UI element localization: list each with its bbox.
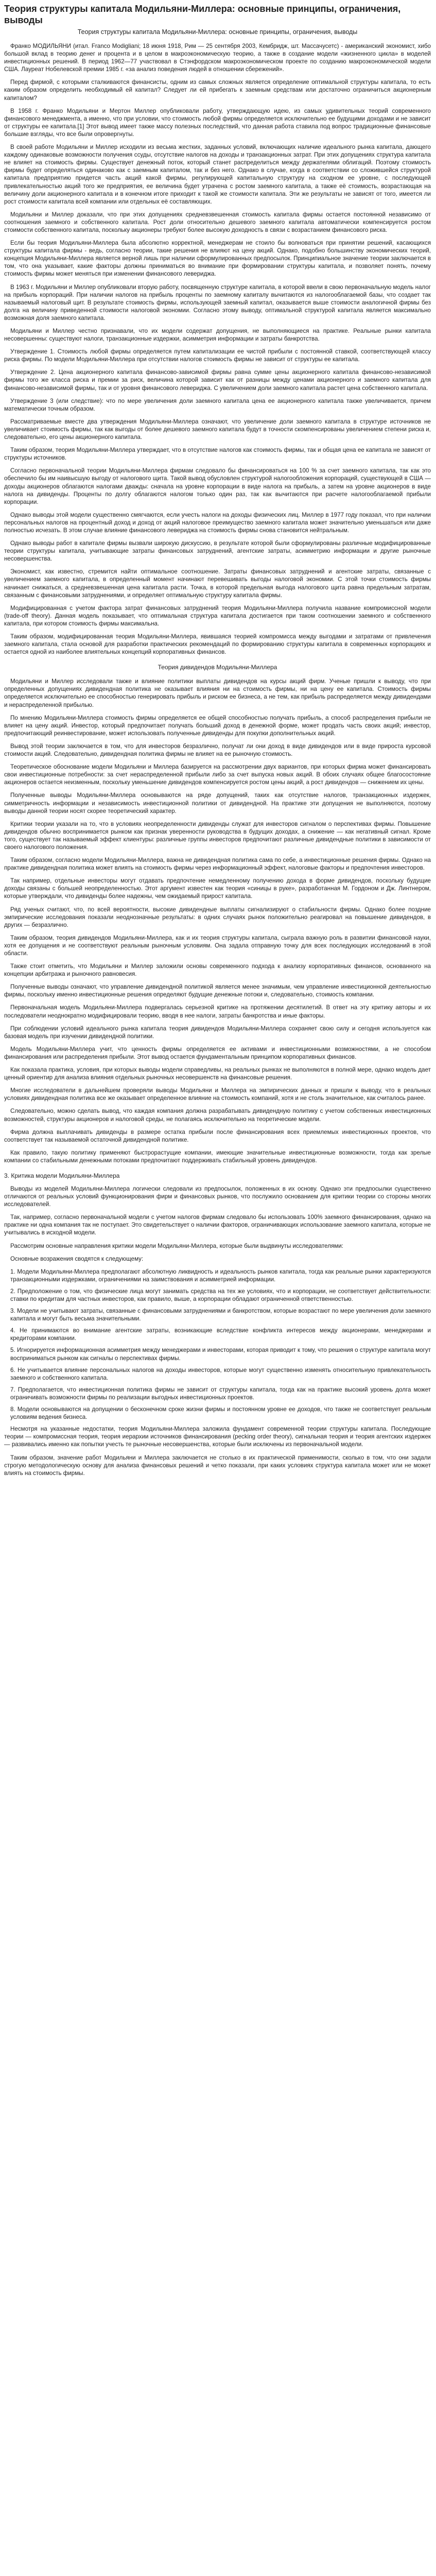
paragraph: Критики теории указали на то, что в условиях неопределенности дивиденды служат для инвесторов сигналом о перспективах фирмы. Повышение дивидендов обычно воспринимается рынком как признак уверенности руководства в будущих доходах, а снижение — как негативный сигнал. Кроме того, существует так называемый эффект клиентуры: различные группы инвесторов предпочитают различные дивидендные политики в зависимости от своего налогового положения. xyxy=(4,820,431,851)
paragraph: Выводы из моделей Модильяни-Миллера логически следовали из предпосылок, положенных в их основу. Однако эти предпосылки существенно отличаются от реальных условий функционирования фирм и финансовых рынков, что послужило основанием для критики теории со стороны многих исследователей. xyxy=(4,1185,431,1208)
paragraph: В 1958 г. Франко Модильяни и Мертон Миллер опубликовали работу, утверждающую идею, из самых удивительных теорий современного финансового менеджмента, а именно, что при условии, что стоимость любой фирмы определяется исключительно ее будущими доходами и не зависит от структуры ее капитала.[1] Этот вывод имеет также массу полезных последствий, что данная работа ставила под вопрос традиционные финансовые большие взгляды, что все были опровергнуты. xyxy=(4,107,431,138)
paragraph: Многие исследователи в дальнейшем проверяли выводы Модильяни и Миллера на эмпирических данных и пришли к выводу, что в реальных условиях дивидендная политика все же оказывает определенное влияние на стоимость компаний, хотя и не столь значительное, как считалось ранее. xyxy=(4,1087,431,1102)
list-item: 8. Модели основываются на допущении о бесконечном сроке жизни фирмы и постоянном уровне ее доходов, что также не соответствует реальным условиям ведения бизнеса. xyxy=(10,1406,431,1421)
paragraph: Модифицированная с учетом фактора затрат финансовых затруднений теория Модильяни-Миллера получила название компромиссной модели (trade-off theory). Данная модель показывает, что оптимальная структура капитала достигается при таком соотношении заемного и собственного капитала, при котором стоимость фирмы максимальна. xyxy=(4,604,431,627)
paragraph: Если бы теория Модильяни-Миллера была абсолютно корректной, менеджерам не стоило бы волноваться при принятии решений, касающихся структуры капитала фирмы - ведь, согласно теории, такие решения не влияют на цену акций. Однако, подобно большинству экономических теорий, концепция Модильяни-Миллера является верной лишь при наличии сформулированных предпосылок. Принципиальное значение теории заключается в том, что она указывает, какие факторы должны приниматься во внимание при формировании структуры капитала, и позволяет понять, почему стоимость фирмы может меняться при изменении финансового левериджа. xyxy=(4,240,431,278)
section-critique-title: 3. Критика модели Модильяни-Миллера xyxy=(4,1172,120,1179)
paragraph: Ряд ученых считают, что, по всей вероятности, высокие дивидендные выплаты сигнализируют о стабильности фирмы. Однако более поздние эмпирические исследования показали неоднозначные результаты: в одних случаях рынок положительно реагировал на повышение дивидендов, в других — безразлично. xyxy=(4,906,431,928)
paragraph: При соблюдении условий идеального рынка капитала теория дивидендов Модильяни-Миллера сохраняет свою силу и сегодня используется как базовая модель при изучении дивидендной политики. xyxy=(4,1025,431,1040)
paragraph: Рассмотрим основные направления критики модели Модильяни-Миллера, которые были выдвинуты исследователями: xyxy=(10,1242,343,1249)
paragraph: Модильяни и Миллер честно признавали, что их модели содержат допущения, не выполняющиеся на практике. Реальные рынки капитала несовершенны: существуют налоги, транзакционные издержки, асимметрия информации и затраты банкротства. xyxy=(4,328,431,343)
list-item: 6. Не учитывается влияние персональных налогов на доходы инвесторов, которые могут существенно изменять относительную привлекательность заемного и собственного капитала. xyxy=(10,1366,431,1381)
dividends-section xyxy=(4,677,431,1164)
paragraph: Несмотря на указанные недостатки, теория Модильяни-Миллера заложила фундамент современной теории структуры капитала. Последующие теории — компромиссная теория, теория иерархии источников финансирования (pecking order theory), сигнальная теория и теория агентских издержек — развивались именно как попытки учесть те рыночные несовершенства, которые были исключены из первоначальной модели. xyxy=(4,1426,431,1448)
list-item: 2. Предположение о том, что физические лица могут занимать средства на тех же условиях, что и корпорации, не соответствует действительности: ставки по кредитам для частных инвесторов, как правило, выше, а корпорации обладают ограниченной ответственностью. xyxy=(10,1287,431,1302)
paragraph: Однако выводы этой модели существенно смягчаются, если учесть налоги на доходы физических лиц. Миллер в 1977 году показал, что при наличии персональных налогов на процентный доход и доход от акций налоговое преимущество заемного капитала может значительно уменьшаться или даже полностью исчезать. В этом случае влияние финансового левериджа на стоимость фирмы снова становится нейтральным. xyxy=(4,511,431,534)
paragraph: Также стоит отметить, что Модильяни и Миллер заложили основы современного подхода к анализу корпоративных финансов, основанного на концепции арбитража и рыночного равновесия. xyxy=(4,963,431,978)
paragraph: По мнению Модильяни-Миллера стоимость фирмы определяется ее общей способностью получать прибыль, а способ распределения прибыли не влияет на цену акций. Инвестор, который предпочитает получать больший доход в денежной форме, может продать часть своих акций; инвестор, предпочитающий реинвестирование, может использовать полученные дивиденды для покупки дополнительных акций. xyxy=(4,714,431,737)
paragraph: Первоначальная модель Модильяни-Миллера подвергалась серьезной критике на протяжении десятилетий. В ответ на эту критику авторы и их последователи неоднократно модифицировали теорию, вводя в нее налоги, затраты банкротства и иные факторы. xyxy=(4,1004,431,1019)
paragraph: Теоретическое обоснование модели Модильяни и Миллера базируется на рассмотрении двух вариантов, при которых фирма может финансировать свои инвестиционные потребности: за счет нераспределенной прибыли либо за счет выпуска новых акций. В обоих случаях общее благосостояние акционеров остается неизменным, поскольку уменьшение дивидендов компенсируется ростом цены акций, а рост дивидендов — снижением их цены. xyxy=(4,764,431,786)
paragraph: В своей работе Модильяни и Миллер исходили из весьма жестких, заданных условий, включающих наличие идеального рынка капитала, дающего каждому одинаковые возможности получения ссуды, отсутствие налогов на доходы и транзакционных затрат. При этих допущениях структура капитала не влияет на стоимость фирмы. Существует денежный поток, который станет распределиться между держателями облигаций. Поэтому стоимость фирмы будет определяться одинаково как с заемным капиталом, так и без него. Однако в случае, когда в соответствии со сложившейся структурой капитала предприятию придется часть акций какой фирмы, регулирующей капитальную структуру на сходном ее уровне, с последующей привлекательностью акций того же предприятия, ее величина будет утрачена с ростом заемного капитала, а также её стоимость, возрастающая на величину доли акционерного капитала и в конечном итоге приходит к такой же стоимости капитала. Эти же результаты не зависят от того, имеется ли рост стоимости капитала всей компании или отдельных её составляющих. xyxy=(4,144,431,205)
critique-closing-section xyxy=(4,1425,431,1477)
paragraph: Следовательно, можно сделать вывод, что каждая компания должна разрабатывать дивидендную политику с учетом собственных инвестиционных возможностей, структуры акционеров и налоговой среды, не полагаясь исключительно на теоретические модели. xyxy=(4,1108,431,1123)
list-item: 5. Игнорируется информационная асимметрия между менеджерами и инвесторами, которая приводит к тому, что решения о структуре капитала могут восприниматься рынком как сигналы о перспективах фирмы. xyxy=(10,1347,431,1362)
list-item: 4. Не принимаются во внимание агентские затраты, возникающие вследствие конфликта интересов между акционерами, менеджерами и кредиторами компании. xyxy=(10,1327,431,1342)
critique-section xyxy=(4,1185,431,1263)
paragraph: Так, например, согласно первоначальной модели с учетом налогов фирмам следовало бы использовать 100% заемного финансирования, однако на практике ни одна компания так не поступает. Это свидетельствует о наличии факторов, ограничивающих использование заемного капитала, которые не учитывались в исходной модели. xyxy=(4,1214,431,1236)
paragraph: Модель Модильяни-Миллера учит, что ценность фирмы определяется ее активами и инвестиционными возможностями, а не способом финансирования или распределения прибыли. Этот вывод остается фундаментальным принципом корпоративных финансов. xyxy=(4,1045,431,1060)
paragraph: Экономист, как известно, стремится найти оптимальное соотношение. Затраты финансовых затруднений и агентские затраты, связанные с увеличением заемного капитала, в определенный момент начинают перевешивать выгоды налоговой экономии. С этой точки стоимость фирмы начинает снижаться, а средневзвешенная цена капитала расти. Точка, в которой предельная выгода налогового щита равна предельным затратам, связанным с финансовыми затруднениями, и определяет оптимальную структуру капитала фирмы. xyxy=(4,568,431,599)
paragraph: Модильяни и Миллер исследовали также и влияние политики выплаты дивидендов на курсы акций фирм. Ученые пришли к выводу, что при определенных допущениях дивидендная политика не оказывает влияния ни на стоимость фирмы, ни на цену ее капитала. Стоимость фирмы определяется исключительно ее способностью генерировать прибыль и риском ее бизнеса, а не тем, как прибыль распределяется между дивидендами и нераспределенной прибылью. xyxy=(4,678,431,708)
paragraph: Таким образом, теория Модильяни-Миллера утверждает, что в отсутствие налогов как стоимость фирмы, так и общая цена ее капитала не зависят от структуры источников. xyxy=(4,447,431,462)
paragraph: Согласно первоначальной теории Модильяни-Миллера фирмам следовало бы финансироваться на 100 % за счет заемного капитала, так как это обеспечило бы им наивысшую выгоду от налогового щита. Такой вывод обусловлен структурой налогообложения корпораций, существующей в США — доходы акционеров облагаются налогами дважды: сначала на уровне корпорации в виде налога на прибыль, а затем на уровне акционеров в виде налога на дивиденды. Проценты по долгу облагаются налогом только один раз, так как вычитаются при расчете налогооблагаемой прибыли корпорации. xyxy=(4,467,431,505)
section-dividends-title: Теория дивидендов Модильяни-Миллера xyxy=(158,664,277,671)
paragraph: Утверждение 3 (или следствие): что по мере увеличения доли заемного капитала цена ее акционерного капитала также увеличивается, причем математически точным образом. xyxy=(4,397,431,412)
page-title: Теория структуры капитала Модильяни-Миллера: основные принципы, ограничения, выводы xyxy=(4,4,401,25)
paragraph: Таким образом, согласно модели Модильяни-Миллера, важна не дивидендная политика сама по себе, а инвестиционные решения фирмы. Однако на практике дивидендная политика может влиять на стоимость фирмы через информационный эффект, налоговые факторы и предпочтения инвесторов. xyxy=(4,857,431,872)
paragraph: Однако выводы работ в капитале фирмы вызвали широкую дискуссию, в результате которой были сформулированы различные модифицированные теории структуры капитала, учитывающие затраты финансовых затруднений, агентские затраты, асимметрию информации и другие рыночные несовершенства. xyxy=(4,540,431,563)
paragraph: В 1963 г. Модильяни и Миллер опубликовали вторую работу, посвященную структуре капитала, в которой ввели в свою первоначальную модель налог на прибыль корпораций. При наличии налогов на прибыль проценты по заемному капиталу вычитаются из налогооблагаемой базы, что создает так называемый налоговый щит. В результате стоимость фирмы, использующей заемный капитал, оказывается выше стоимости аналогичной фирмы без долга на величину приведенной стоимости налоговой экономии. Согласно этому выводу, оптимальной структурой капитала является максимально возможная доля заемного капитала. xyxy=(4,283,431,321)
list-item: 3. Модели не учитывают затраты, связанные с финансовыми затруднениями и банкротством, которые возрастают по мере увеличения доли заемного капитала и могут быть весьма значительными. xyxy=(10,1308,431,1323)
paragraph: Так например, отдельные инвесторы могут отдавать предпочтение немедленному получению дохода в форме дивидендов, поскольку будущие доходы связаны с большей неопределенностью. Этот аргумент известен как теория «синицы в руке», разработанная М. Гордоном и Дж. Линтнером, которые утверждали, что дивиденды более надежны, чем ожидаемый прирост капитала. xyxy=(4,877,431,900)
paragraph: Как правило, такую политику применяют быстрорастущие компании, имеющие значительные инвестиционные возможности, тогда как зрелые компании со стабильными денежными потоками предпочитают поддерживать стабильный уровень дивидендов. xyxy=(4,1149,431,1164)
paragraph: Утверждение 1. Стоимость любой фирмы определяется путем капитализации ее чистой прибыли с постоянной ставкой, соответствующей классу риска фирмы. По модели Модильяни-Миллера при отсутствии налогов стоимость фирмы не зависит от структуры ее капитала. xyxy=(4,348,431,363)
critique-list xyxy=(4,1268,431,1421)
paragraph: Таким образом, теория дивидендов Модильяни-Миллера, как и их теория структуры капитала, сыграла важную роль в развитии финансовой науки, хотя ее допущения и не соответствуют реальным рыночным условиям. Она задала отправную точку для всех последующих исследований в этой области. xyxy=(4,934,431,957)
paragraph: Утверждение 2. Цена акционерного капитала финансово-зависимой фирмы равна сумме цены акционерного капитала финансово-независимой фирмы того же класса риска и премии за риск, величина которой зависит как от разницы между ценами акционерного и заемного капитала для финансово-независимой фирмы, так и от уровня финансового левериджа. С увеличением доли заемного капитала растет цена собственного капитала. xyxy=(4,369,431,392)
paragraph: Рассматриваемые вместе два утверждения Модильяни-Миллера означают, что увеличение доли заемного капитала в структуре источников не увеличивает стоимость фирмы, так как выгоды от более дешевого заемного капитала будут в точности скомпенсированы увеличением степени риска и, следовательно, его цены акционерного капитала. xyxy=(4,418,431,441)
paragraph: Франко МОДИЛЬЯНИ (итал. Franco Modigliani; 18 июня 1918, Рим — 25 сентября 2003, Кембридж, шт. Массачусетс) - американский экономист, хибо большой вклад в теорию денег и процента и в целом в макроэкономическую теорию, а также в создание модели «жизненного цикла» в моделей инвестиционных решений. В период 1962—77 участвовал в Стэнфордском макроэкономическом проекте по созданию макроэкономической модели США. Лауреат Нобелевской премии 1985 г. «за анализ поведения людей в отношении сбережений». xyxy=(4,43,431,73)
paragraph: Вывод этой теории заключается в том, что для инвесторов безразлично, получат ли они доход в виде дивидендов или в виде прироста курсовой стоимости акций. Следовательно, дивидендная политика фирмы не влияет на ее рыночную стоимость. xyxy=(4,742,431,758)
intro-section xyxy=(4,42,431,656)
paragraph: Модильяни и Миллер доказали, что при этих допущениях средневзвешенная стоимость капитала фирмы остается постоянной независимо от соотношения заемного и собственного капитала. Рост доли относительно дешевого заемного капитала автоматически компенсируется ростом стоимости собственного капитала, поскольку акционеры требуют более высокую доходность в связи с возрастанием финансового риска. xyxy=(4,211,431,233)
paragraph: Полученные выводы означают, что управление дивидендной политикой является менее значимым, чем управление инвестиционной деятельностью фирмы, поскольку именно инвестиционные решения определяют будущие денежные потоки и, следовательно, стоимость компании. xyxy=(4,984,431,998)
paragraph: Как показала практика, условия, при которых выводы модели справедливы, на реальных рынках не выполняются в полной мере, однако модель дает ценный ориентир для анализа влияния отдельных рыночных несовершенств на финансовые решения. xyxy=(4,1066,431,1081)
list-item: 7. Предполагается, что инвестиционная политика фирмы не зависит от структуры капитала, тогда как на практике высокий уровень долга может ограничивать возможности фирмы по реализации выгодных инвестиционных проектов. xyxy=(10,1386,431,1401)
document-subtitle: Теория структуры капитала Модильяни-Миллера: основные принципы, ограничения, выводы xyxy=(77,28,358,36)
paragraph: Таким образом, модифицированная теория Модильяни-Миллера, явившаяся теорией компромисса между выгодами и затратами от привлечения заемного капитала, стала основой для разработки практических рекомендаций по формированию структуры капитала в современных корпорациях и остается одной из наиболее влиятельных концепций корпоративных финансов. xyxy=(4,633,431,656)
paragraph: Полученные выводы Модильяни-Миллера основываются на ряде допущений, таких как отсутствие налогов, транзакционных издержек, симметричность информации и независимость инвестиционной политики от дивидендной. На практике эти допущения не выполняются, поэтому выводы данной теории носят скорее теоретический характер. xyxy=(4,792,431,815)
list-item: 1. Модели Модильяни-Миллера предполагают абсолютную ликвидность и идеальность рынков капитала, тогда как реальные рынки характеризуются транзакционными издержками, ограничениями на заимствования и асимметрией информации. xyxy=(10,1268,431,1283)
paragraph: Перед фирмой, с которыми сталкиваются финансисты, одним из самых сложных является определение оптимальной структуры капитала, то есть каким образом определить необходимый ей капитал? Следует ли ей прибегать к заемным средствам или достаточно ограничиться акционерным капиталом? xyxy=(4,79,431,101)
paragraph: Фирма должна выплачивать дивиденды в размере остатка прибыли после финансирования всех приемлемых инвестиционных проектов, что соответствует так называемой остаточной дивидендной политике. xyxy=(4,1128,431,1143)
paragraph: Таким образом, значение работ Модильяни и Миллера заключается не столько в их практической применимости, сколько в том, что они задали строгую методологическую основу для анализа финансовых решений и четко показали, при каких условиях структура капитала может или не может влиять на стоимость фирмы. xyxy=(4,1454,431,1477)
paragraph: Основные возражения сводятся к следующему: xyxy=(10,1255,144,1262)
